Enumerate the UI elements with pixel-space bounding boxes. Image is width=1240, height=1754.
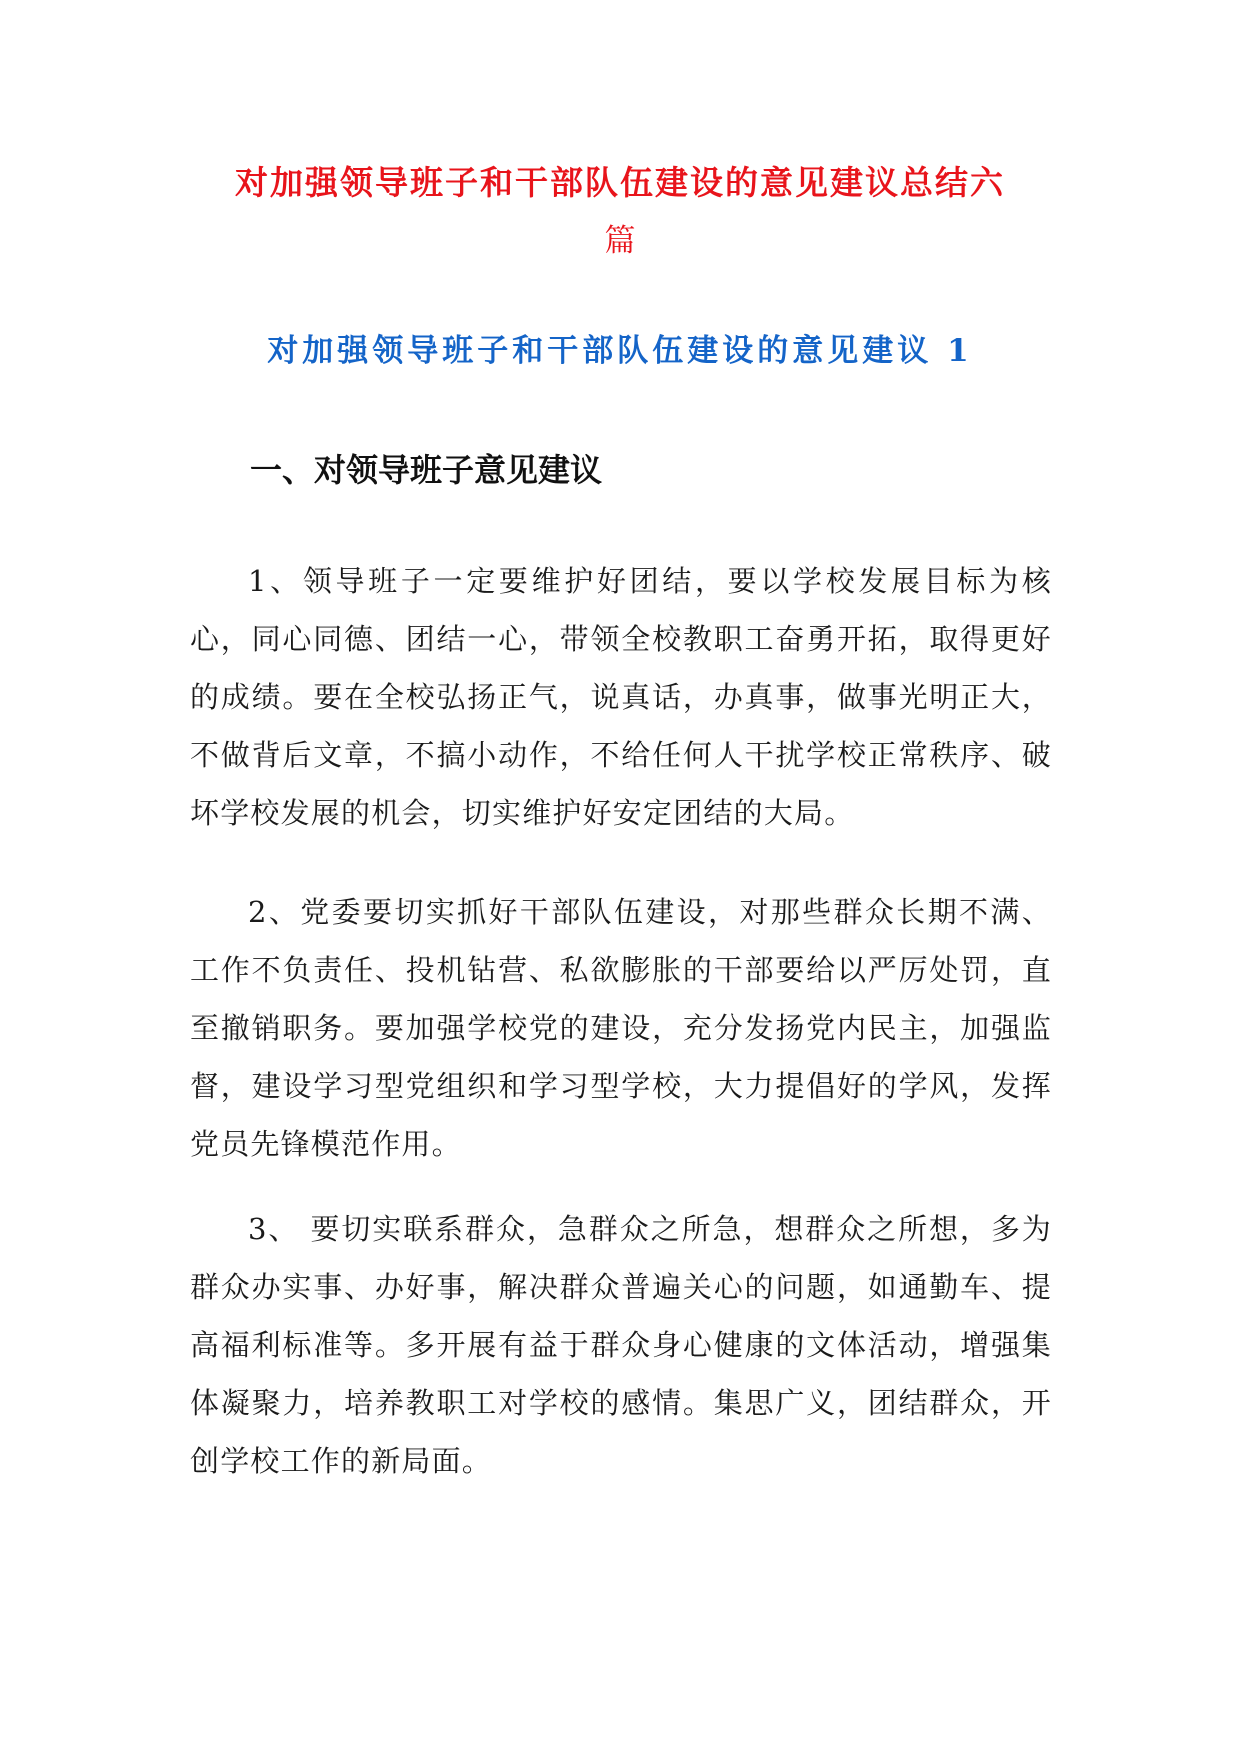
paragraph-3: 3、 要切实联系群众，急群众之所急，想群众之所想，多为群众办实事、办好事，解决群众普遍关心的问题，如通勤车、提高福利标准等。多开展有益于群众身心健康的文体活动，增强集体凝聚力，培养教职工对学校的感情。集思广义，团结群众，开创学校工作的新局面。: [190, 1212, 1052, 1478]
paragraph-1: 1、领导班子一定要维护好团结，要以学校发展目标为核心，同心同德、团结一心，带领全校教职工奋勇开拓，取得更好的成绩。要在全校弘扬正气，说真话，办真事，做事光明正大，不做背后文章，不搞小动作，不给任何人干扰学校正常秩序、破坏学校发展的机会，切实维护好安定团结的大局。: [190, 564, 1052, 830]
document-title-continuation: 篇: [604, 223, 636, 259]
document-title: 对加强领导班子和干部队伍建设的意见建议总结六: [235, 163, 1005, 202]
section-title: 对加强领导班子和干部队伍建设的意见建议 1: [267, 333, 973, 369]
subheading-leadership: 一、对领导班子意见建议: [250, 451, 603, 489]
paragraph-2: 2、党委要切实抓好干部队伍建设，对那些群众长期不满、工作不负责任、投机钻营、私欲膨胀的干部要给以严厉处罚，直至撤销职务。要加强学校党的建设，充分发扬党内民主，加强监督，建设学习型党组织和学习型学校，大力提倡好的学风，发挥党员先锋模范作用。: [190, 895, 1052, 1161]
